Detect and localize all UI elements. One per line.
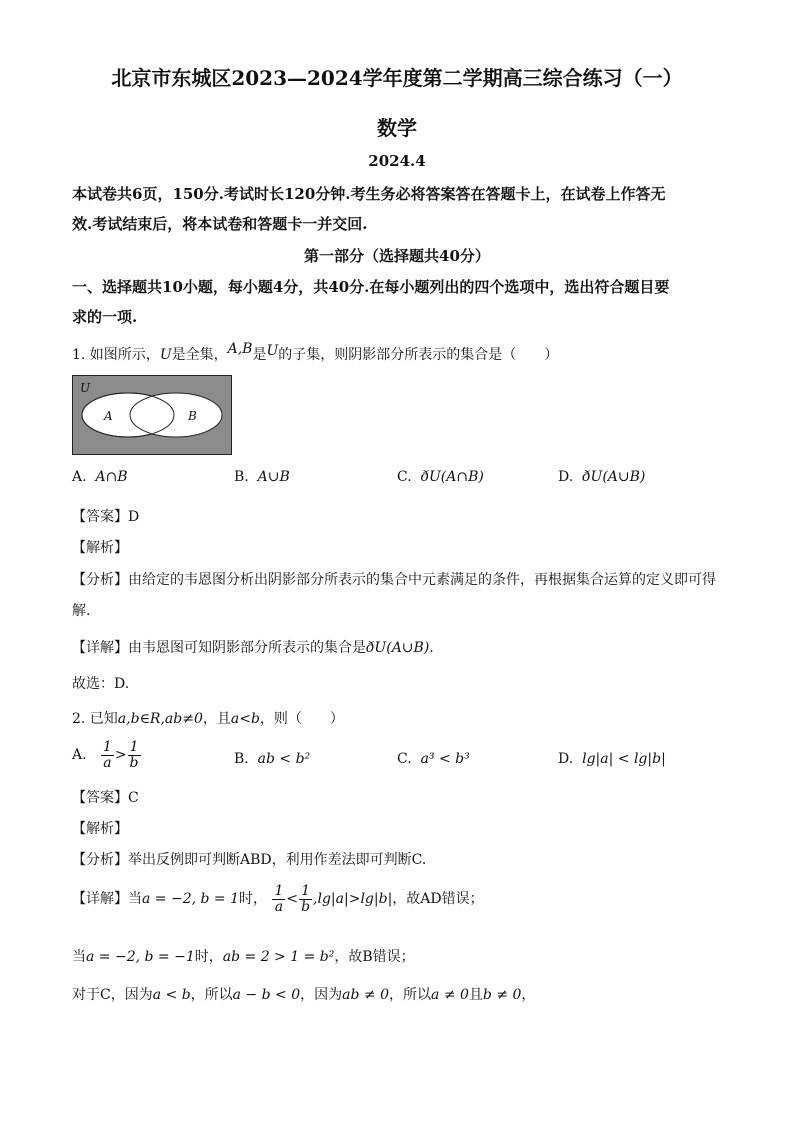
- q2-detail-line-1: 【详解】当a = −2, b = 1时， $\frac{1}{a}$ < $\frac{1}{b}$ ,lg|a|>lg|b|，故AD错误；: [72, 883, 484, 915]
- part-heading: 第一部分（选择题共40分）: [304, 247, 490, 265]
- section-instruction-line-1: 一、选择题共10小题，每小题4分，共40分.在每小题列出的四个选项中，选出符合题目要: [72, 278, 670, 296]
- q1-fenxi-line-2: 解.: [72, 603, 91, 619]
- q2-fenxi: 【分析】举出反例即可判断ABD，利用作差法即可判断C.: [72, 852, 427, 868]
- q2-option-a: A. $\frac{1}{a}$ > $\frac{1}{b}$: [72, 739, 139, 771]
- q2-option-a-frac-1: $\frac{1}{a}$: [102, 739, 112, 771]
- venn-diagram: [72, 375, 232, 459]
- q2-detail-frac-2: $\frac{1}{b}$: [301, 883, 311, 915]
- exam-date: 2024.4: [368, 152, 426, 170]
- q1-option-d: D. ðU(A∪B): [558, 469, 646, 485]
- q2-option-a-frac-2: $\frac{1}{b}$: [129, 739, 139, 771]
- q1-option-c: C. ðU(A∩B): [397, 469, 484, 485]
- q2-detail-line-2: 当a = −2, b = −1时，ab = 2 > 1 = b²，故B错误；: [72, 949, 415, 965]
- instructions-line-1: 本试卷共6页，150分.考试时长120分钟.考生务必将答案答在答题卡上，在试卷上作答无: [72, 185, 666, 203]
- q2-detail-line-3: 对于C，因为a < b，所以a − b < 0，因为ab ≠ 0，所以a ≠ 0且b ≠ 0，: [72, 987, 536, 1003]
- q2-answer: 【答案】C: [72, 790, 139, 806]
- venn-label-a: A: [104, 409, 113, 423]
- q1-option-b: B. A∪B: [234, 469, 290, 485]
- instructions-line-2: 效.考试结束后，将本试卷和答题卡一并交回.: [72, 215, 368, 233]
- set-b-ellipse: [130, 393, 222, 437]
- q2-stem: 2. 已知a,b∈R,ab≠0，且a<b，则（ ）: [72, 711, 344, 727]
- venn-label-u: U: [80, 381, 91, 395]
- q2-option-b: B. ab < b²: [234, 751, 311, 767]
- section-instruction-line-2: 求的一项.: [72, 308, 138, 326]
- q1-fenxi-line-1: 【分析】由给定的韦恩图分析出阴影部分所表示的集合中元素满足的条件，再根据集合运算的定义即可得: [72, 572, 716, 588]
- venn-diagram-svg: [72, 375, 232, 455]
- q2-option-d: D. lg|a| < lg|b|: [558, 751, 666, 767]
- page-title: 北京市东城区2023—2024学年度第二学期高三综合练习（一）: [111, 66, 683, 90]
- q1-answer: 【答案】D: [72, 509, 140, 525]
- q1-stem: 1. 如图所示，U是全集，A,B是U的子集，则阴影部分所表示的集合是（ ）: [72, 341, 559, 363]
- q2-detail-frac-1: $\frac{1}{a}$: [274, 883, 284, 915]
- q1-detail: 【详解】由韦恩图可知阴影部分所表示的集合是ðU(A∪B).: [72, 640, 434, 656]
- q1-analysis-tag: 【解析】: [72, 540, 128, 556]
- q2-analysis-tag: 【解析】: [72, 821, 128, 837]
- q2-option-c: C. a³ < b³: [397, 751, 470, 767]
- venn-label-b: B: [188, 409, 197, 423]
- q1-conclusion: 故选：D.: [72, 676, 130, 692]
- subject-title: 数学: [377, 116, 417, 140]
- q1-option-a: A. A∩B: [72, 469, 128, 485]
